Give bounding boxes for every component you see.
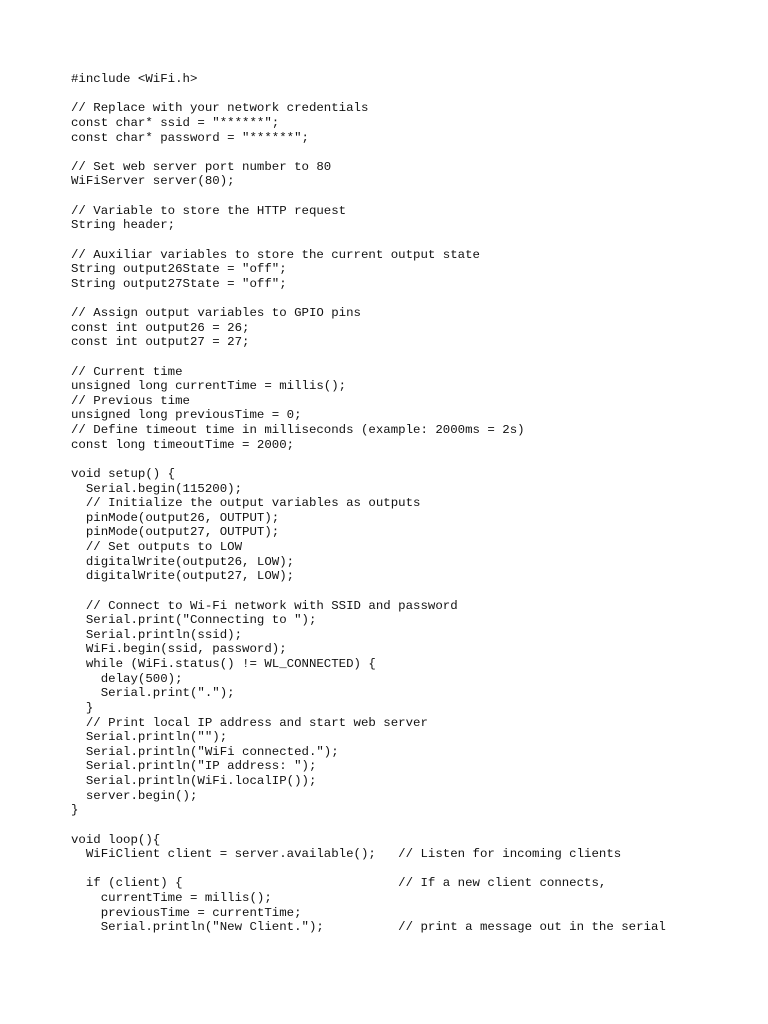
code-line: // Previous time [71,393,190,408]
code-line: Serial.print("."); [71,686,235,701]
code-line [71,862,751,877]
code-line: Serial.println(ssid); [71,627,243,642]
code-line [71,189,751,204]
code-line [71,584,751,599]
code-line: digitalWrite(output27, LOW); [71,569,295,584]
code-line: #include <WiFi.h> [71,72,198,86]
code-listing [71,72,751,935]
code-line: WiFiServer server(80); [71,174,235,189]
code-line: // Set web server port number to 80 [71,159,332,174]
code-line: delay(500); [71,671,183,686]
code-line [71,291,751,306]
code-line: unsigned long currentTime = millis(); [71,379,347,394]
code-line: String output27State = "off"; [71,276,287,291]
code-line: pinMode(output27, OUTPUT); [71,525,280,540]
code-line [71,233,751,248]
code-line: // Set outputs to LOW [71,540,243,554]
code-line: } [71,700,94,715]
code-line: // Define timeout time in milliseconds (example: 2000ms = 2s) [71,423,525,437]
code-line: const char* password = "******"; [71,130,309,145]
code-line: currentTime = millis(); [71,891,272,905]
code-line [71,452,751,467]
code-line: Serial.println(WiFi.localIP()); [71,774,317,788]
code-line: previousTime = currentTime; [71,905,302,920]
code-line [71,350,751,365]
code-line: // Current time [71,364,183,379]
code-line: const long timeoutTime = 2000; [71,437,295,452]
code-line [71,818,751,833]
code-line: String header; [71,218,176,233]
code-line: // Print local IP address and start web server [71,715,428,730]
code-line: Serial.println(""); [71,730,228,745]
code-line: const int output27 = 27; [71,335,250,350]
code-line [71,145,751,160]
code-line: // Variable to store the HTTP request [71,203,347,218]
code-line: Serial.println("IP address: "); [71,759,317,774]
code-line: pinMode(output26, OUTPUT); [71,510,280,525]
code-line: unsigned long previousTime = 0; [71,408,302,423]
code-line: String output26State = "off"; [71,262,287,277]
code-line: Serial.println("WiFi connected."); [71,744,339,759]
code-line: // Assign output variables to GPIO pins [71,306,361,320]
code-line: const int output26 = 26; [71,320,250,335]
code-line: // Connect to Wi-Fi network with SSID and password [71,598,458,613]
code-line: Serial.println("New Client."); // print a message out in the serial [71,920,666,935]
code-line: digitalWrite(output26, LOW); [71,554,295,569]
code-line: // Replace with your network credentials [71,101,369,116]
code-line: WiFiClient client = server.available(); // Listen for incoming clients [71,847,622,862]
code-line: // Initialize the output variables as outputs [71,496,421,511]
code-line: Serial.begin(115200); [71,481,243,496]
code-line: Serial.print("Connecting to "); [71,613,317,628]
code-line: while (WiFi.status() != WL_CONNECTED) { [71,657,376,671]
code-line: if (client) { // If a new client connects, [71,876,607,891]
code-line: // Auxiliar variables to store the current output state [71,247,480,262]
code-line: server.begin(); [71,788,198,803]
code-line: const char* ssid = "******"; [71,115,280,130]
code-line: void setup() { [71,466,176,481]
code-line: WiFi.begin(ssid, password); [71,642,287,657]
code-line: } [71,803,79,818]
code-line: void loop(){ [71,832,161,847]
code-line [71,87,751,102]
